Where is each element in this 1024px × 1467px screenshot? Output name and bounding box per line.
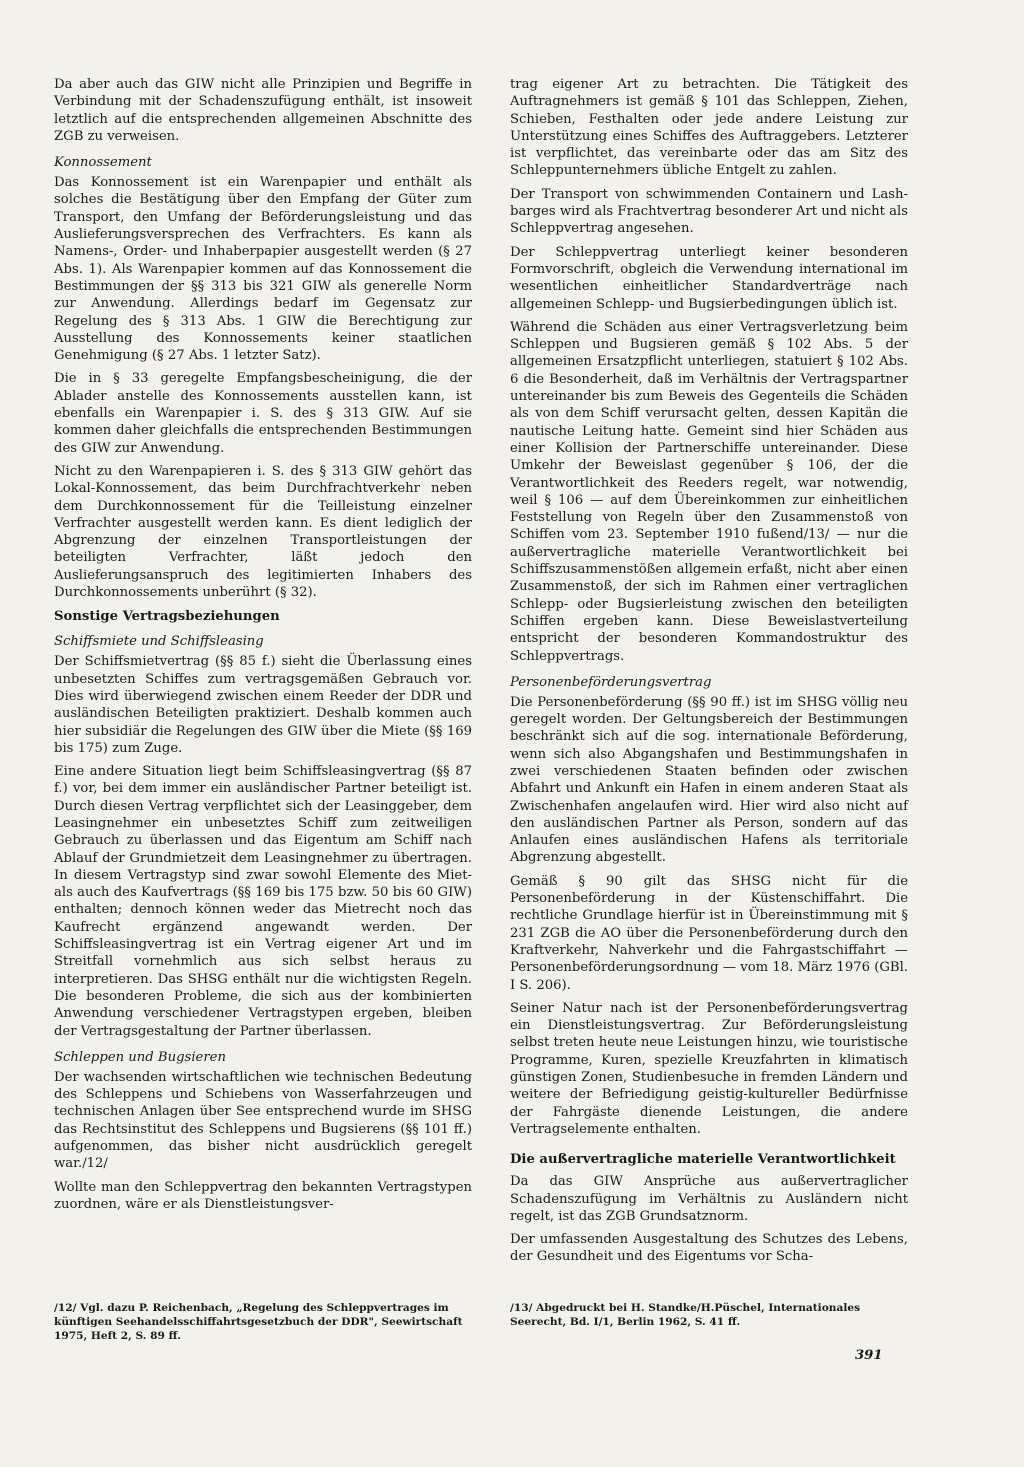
paragraph: Seiner Natur nach ist der Personenbeförderungsvertrag ein Dienstleistungsvertrag. Zur Beförderungsleistung selbst treten heute neue Leistungen hinzu, wie touristische Programme, Kuren, spezielle Kreuzfahrten in klimatisch günstigen Zonen, Studienbesuche in fremden Ländern und weitere der Befriedigung geistig-kultureller Bedürfnisse der Fahrgäste dienende Leistungen, die andere Vertragselemente enthalten. — [510, 1000, 908, 1137]
paragraph: Da das GIW Ansprüche aus außervertraglicher Schadenszufügung im Verhältnis zu Ausländern nicht regelt, ist das ZGB Grundsatznorm. — [510, 1174, 908, 1224]
paragraph: Wollte man den Schleppvertrag den bekannten Vertragstypen zuordnen, wäre er als Dienstleistungsver- — [54, 1179, 472, 1212]
paragraph: Die Personenbeförderung (§§ 90 ff.) ist im SHSG völlig neu geregelt worden. Der Geltungsbereich der Bestimmungen beschränkt sich auf die sog. internationale Beförderung, wenn sich also Abgangshafen und Bestimmungshafen in zwei verschiedenen Staaten befinden oder zwischen Abfahrt und Ankunft ein Hafen in einem anderen Staat als Zwischenhafen angelaufen wird. Hier wird also nicht auf den ausländischen Partner als Person, sondern auf das Anlaufen eines ausländischen Hafens als territoriale Abgrenzung abgestellt. — [510, 694, 908, 866]
paragraph: Der Schleppvertrag unterliegt keiner besonderen Formvorschrift, obgleich die Verwendung international im wesentlichen einheitlicher Standardverträge nach allgemeinen Schlepp- und Bugsierbedingungen üblich ist. — [510, 244, 908, 312]
paragraph: Eine andere Situation liegt beim Schiffsleasingvertrag (§§ 87 f.) vor, bei dem immer ein ausländischer Partner beteiligt ist. Durch diesen Vertrag verpflichtet sich der Leasinggeber, dem Leasingnehmer ein unbesetztes Schiff zum zeitweiligen Gebrauch zu überlassen und das Eigentum am Schiff nach Ablauf der Grundmietzeit dem Leasingnehmer zu übertragen. In diesem Vertragstyp sind zwar sowohl Elemente des Miet- als auch des Kaufvertrags (§§ 169 bis 175 bzw. 50 bis 60 GIW) enthalten; dennoch können weder das Mietrecht noch das Kaufrecht ergänzend angewandt werden. Der Schiffsleasingvertrag ist ein Vertrag eigener Art und im Streitfall vornehmlich aus sich selbst heraus zu interpretieren. Das SHSG enthält nur die wichtigsten Regeln. Die besonderen Probleme, die sich aus der kombinierten Anwendung verschiedener Vertragstypen ergeben, bleiben der Vertragsgestaltung der Partner überlassen. — [54, 764, 472, 1039]
footnote-12: /12/ Vgl. dazu P. Reichenbach, „Regelung des Schleppvertrages im künftigen Seehandelsschiffahrtsgesetzbuch der DDR", Seewirtschaft 1975, Heft 2, S. 89 ff. — [54, 1302, 463, 1342]
footnote-13: /13/ Abgedruckt bei H. Standke/H.Püschel, Internationales Seerecht, Bd. I/1, Berlin 1962, S. 41 ff. — [510, 1302, 861, 1328]
section-heading-sonstige-vertragsbeziehungen: Sonstige Vertragsbeziehungen — [54, 609, 280, 625]
section-heading-ausservertragliche-verantwortlichkeit: Die außervertragliche materielle Verantwortlichkeit — [510, 1152, 896, 1168]
paragraph: Die in § 33 geregelte Empfangsbescheinigung, die der Ablader anstelle des Konnossements ausstellen kann, ist ebenfalls ein Warenpapier i. S. des § 313 GIW. Auf sie kommen daher gleichfalls die entsprechenden Bestimmungen des GIW zur Anwendung. — [54, 371, 472, 456]
paragraph: Da aber auch das GIW nicht alle Prinzipien und Begriffe in Verbindung mit der Schadenszufügung enthält, ist insoweit letztlich auf die entsprechenden allgemeinen Abschnitte des ZGB zu verweisen. — [54, 77, 472, 144]
subheading-schiffsmiete: Schiffsmiete und Schiffsleasing — [54, 634, 264, 650]
paragraph: trag eigener Art zu betrachten. Die Tätigkeit des Auftragnehmers ist gemäß § 101 das Schleppen, Ziehen, Schieben, Festhalten oder jede andere Leistung zur Unterstützung eines Schiffes des Auftraggebers. Letzterer ist verpflichtet, das vereinbarte oder das am Sitz des Schleppunternehmers übliche Entgelt zu zahlen. — [510, 77, 908, 179]
paragraph: Der umfassenden Ausgestaltung des Schutzes des Lebens, der Gesundheit und des Eigentums vor Scha- — [510, 1232, 908, 1265]
paragraph: Der Transport von schwimmenden Containern und Lash-barges wird als Frachtvertrag besonderer Art und nicht als Schleppvertrag angesehen. — [510, 186, 908, 237]
subheading-konnossement: Konnossement — [54, 155, 152, 171]
left-column — [54, 76, 472, 1219]
subheading-personenbefoerderungsvertrag: Personenbeförderungsvertrag — [510, 674, 712, 690]
page-number: 391 — [855, 1348, 883, 1363]
paragraph: Der wachsenden wirtschaftlichen wie technischen Bedeutung des Schleppens und Schiebens von Wasserfahrzeugen und technischen Anlagen über See entsprechend wurde im SHSG das Rechtsinstitut des Schleppens und Bugsierens (§§ 101 ff.) aufgenommen, das bisher nicht ausdrücklich geregelt war./12/ — [54, 1069, 472, 1172]
paragraph: Gemäß § 90 gilt das SHSG nicht für die Personenbeförderung in der Küstenschiffahrt. Die rechtliche Grundlage hierfür ist in Übereinstimmung mit § 231 ZGB die AO über die Personenbeförderung durch den Kraftverkehr, Nahverkehr und die Fahrgastschiffahrt — Personenbeförderungsordnung — vom 18. März 1976 (GBl. I S. 206). — [510, 873, 908, 993]
subheading-schleppen-und-bugsieren: Schleppen und Bugsieren — [54, 1049, 226, 1065]
paragraph: Das Konnossement ist ein Warenpapier und enthält als solches die Bestätigung über den Empfang der Güter zum Transport, den Umfang der Beförderungsleistung und das Auslieferungsversprechen des Verfrachters. Es kann als Namens-, Order- und Inhaberpapier ausgestellt werden (§ 27 Abs. 1). Als Warenpapier kommen auf das Konnossement die Bestimmungen der §§ 313 bis 321 GIW als generelle Norm zur Anwendung. Allerdings bedarf im Gegensatz zur Regelung des § 313 Abs. 1 GIW die Berechtigung zur Ausstellung des Konnossements keiner staatlichen Genehmigung (§ 27 Abs. 1 letzter Satz). — [54, 175, 472, 364]
paragraph: Der Schiffsmietvertrag (§§ 85 f.) sieht die Überlassung eines unbesetzten Schiffes zum vertragsgemäßen Gebrauch vor. Dies wird überwiegend zwischen einem Reeder der DDR und ausländischen Beteiligten praktiziert. Deshalb kommen auch hier subsidiär die Regelungen des GIW über die Miete (§§ 169 bis 175) zum Zuge. — [54, 654, 472, 756]
right-column — [510, 76, 908, 1272]
paragraph: Nicht zu den Warenpapieren i. S. des § 313 GIW gehört das Lokal-Konnossement, das beim Durchfrachtverkehr neben dem Durchkonnossement für die Teilleistung einzelner Verfrachter ausgestellt werden kann. Es dient lediglich der Abgrenzung der einzelnen Transportleistungen der beteiligten Verfrachter, läßt jedoch den Auslieferungsanspruch des legitimierten Inhabers des Durchkonnossements unberührt (§ 32). — [54, 463, 472, 601]
paragraph: Während die Schäden aus einer Vertragsverletzung beim Schleppen und Bugsieren gemäß § 102 Abs. 5 der allgemeinen Ersatzpflicht unterliegen, statuiert § 102 Abs. 6 die Besonderheit, daß im Verhältnis der Vertragspartner untereinander bis zum Beweis des Gegenteils die Schäden als von dem Schiff verursacht gelten, dessen Kapitän die nautische Leitung hatte. Gemeint sind hier Schäden aus einer Kollision der Partnerschiffe untereinander. Diese Umkehr der Beweislast gegenüber § 106, der die Verantwortlichkeit des Reeders regelt, war notwendig, weil § 106 — auf dem Übereinkommen zur einheitlichen Feststellung von Regeln über den Zusammenstoß von Schiffen vom 23. September 1910 fußend/13/ — nur die außervertragliche materielle Verantwortlichkeit bei Schiffszusammenstößen allgemein erfaßt, nicht aber einen Zusammenstoß, der sich im Rahmen einer vertraglichen Schlepp- oder Bugsierleistung zwischen den beteiligten Schiffen ergeben kann. Diese Beweislastverteilung entspricht der besonderen Kommandostruktur des Schleppvertrags. — [510, 319, 908, 664]
